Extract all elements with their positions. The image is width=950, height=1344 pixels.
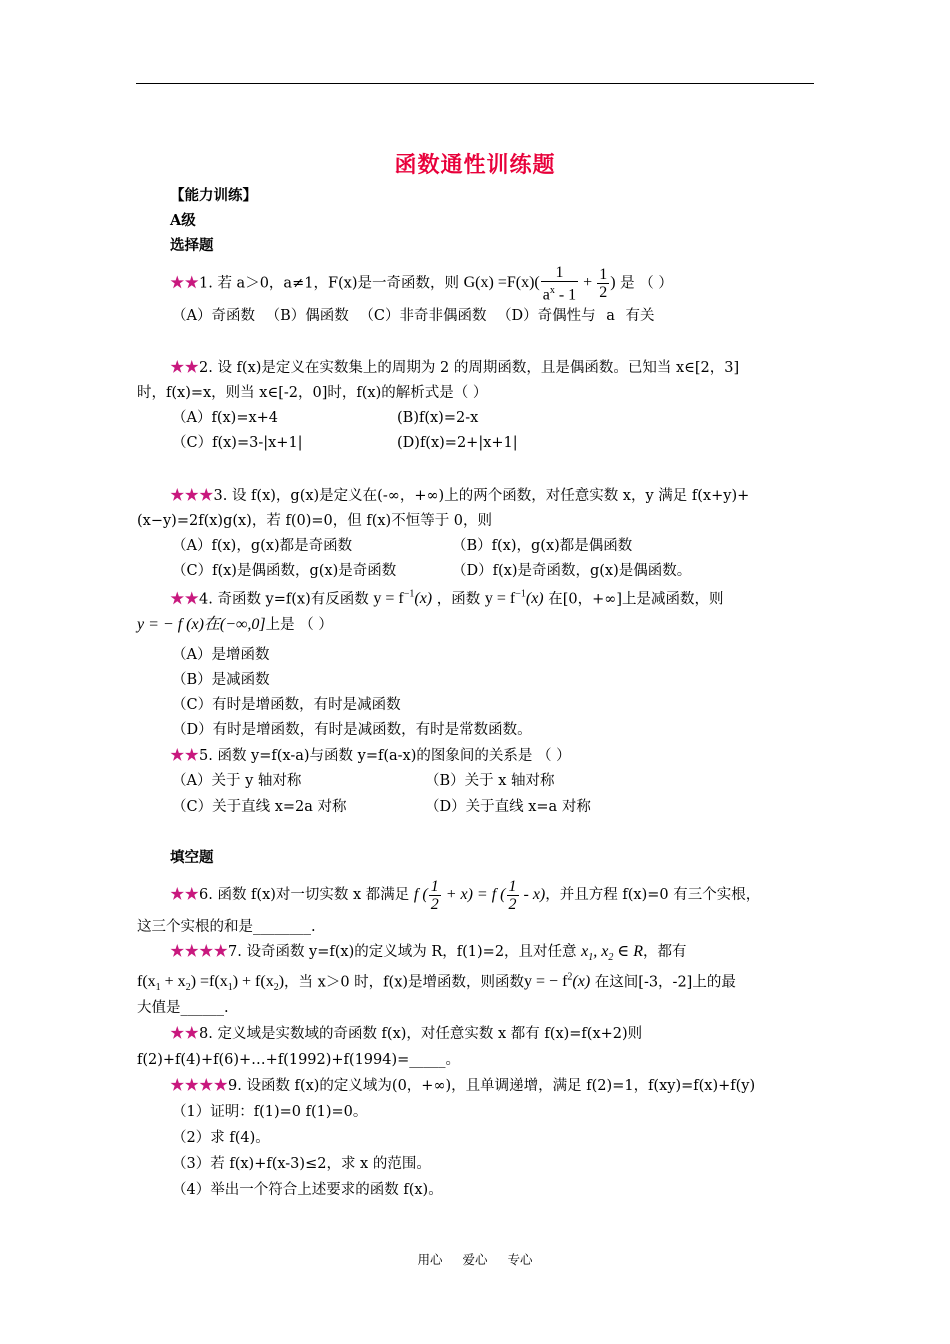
option-a: （A）f(x)，g(x)都是奇函数 [172,538,353,554]
question-2: ★★2. 设 f(x)是定义在实数集上的周期为 2 的周期函数，且是偶函数。已知当 x∈[2，3] [170,360,740,376]
difficulty-stars: ★★ [170,748,199,764]
formula: $y = f^{-1}(x)$ [373,589,433,608]
formula: $y = f^{-1}(x)$ [484,589,544,608]
option-d: (D)f(x)=2+|x+1| [397,435,518,451]
difficulty-stars: ★★ [170,1026,199,1042]
option-d: （D）有时是增函数，有时是减函数，有时是常数函数。 [172,722,532,738]
difficulty-stars: ★★ [170,591,199,608]
difficulty-stars: ★★ [170,275,199,292]
question-7: ★★★★7. 设奇函数 y=f(x)的定义域为 R，f(1)=2，且对任意 $x_1$, $x_2$ ∈ R，都有 [170,943,687,964]
question-6-line2: 这三个实根的和是________. [137,919,316,935]
choice-heading: 选择题 [170,237,214,254]
difficulty-stars: ★★ [170,360,199,376]
option-c: （C）有时是增函数，有时是减函数 [172,697,401,713]
fraction: $\frac{1}{2}$ [508,878,517,913]
fraction: $\frac{1}{2}$ [599,266,608,302]
header-rule [136,83,814,84]
option-c: （C）f(x)是偶函数，g(x)是奇函数 [172,563,397,579]
option-d: （D）关于直线 x=a 对称 [425,799,591,815]
subquestion-2: （2）求 f(4)。 [172,1130,270,1146]
option-b: (B)f(x)=2-x [397,410,479,426]
question-9: ★★★★9. 设函数 f(x)的定义域为(0，+∞)，且单调递增，满足 f(2)=1，f(xy)=f(x)+f(y) [170,1078,756,1094]
question-8: ★★8. 定义域是实数域的奇函数 f(x)，对任意实数 x 都有 f(x)=f(x+2)则 [170,1026,643,1042]
formula: G(x) =F(x)( $\frac{1}{a^x - 1}$ + $\frac{1}{2}$ ) [463,264,616,304]
question-7-line3: 大值是______. [137,1000,229,1016]
option-b: （B）是减函数 [172,672,270,688]
question-7-line2: $f(x_1 + x_2) =f(x_1) + f(x_2)$，当 x＞0 时，f(x)是增函数，则函数y = − $f^2(x)$ 在这间[-3，-2]上的最 [137,972,736,994]
subquestion-1: （1）证明：f(1)=0 f(1)=0。 [172,1104,368,1120]
section-heading: 【能力训练】 [170,187,257,204]
fill-heading: 填空题 [170,849,214,866]
question-4: ★★4. 奇函数 y=f(x)有反函数 $y = f^{-1}(x)$ ，函数 $y = f^{-1}(x)$ 在[0，+∞]上是减函数，则 [170,589,724,608]
footer-text: 用心 [417,1252,443,1267]
option-b: （B）f(x)，g(x)都是偶函数 [452,538,633,554]
question-5: ★★5. 函数 y=f(x-a)与函数 y=f(a-x)的图象间的关系是 （ ） [170,748,571,764]
question-2-line2: 时，f(x)=x，则当 x∈[-2，0]时，f(x)的解析式是（ ） [137,385,488,401]
option-b: （B）关于 x 轴对称 [425,773,555,789]
formula: y = − f (x)在(−∞,0] [137,616,266,633]
question-text: 1. 若 a＞0，a≠1，F(x)是一奇函数，则 [199,275,459,292]
option-a: （A）是增函数 [172,647,270,663]
question-3: ★★★3. 设 f(x)，g(x)是定义在(-∞，+∞)上的两个函数，对任意实数 x，y 满足 f(x+y)+ [170,488,750,504]
question-3-line2: (x−y)=2f(x)g(x)，若 f(0)=0，但 f(x)不恒等于 0，则 [137,513,493,529]
fraction: $\frac{1}{2}$ [430,878,439,913]
page-title: 函数通性训练题 [394,152,556,178]
question-8-line2: f(2)+f(4)+f(6)+…+f(1992)+f(1994)=_____。 [137,1052,461,1068]
option-a: （A）关于 y 轴对称 [172,773,302,789]
page-footer [0,1250,950,1268]
footer-text: 爱心 [462,1252,488,1267]
difficulty-stars: ★★ [170,887,199,904]
option-c: （C）关于直线 x=2a 对称 [172,799,347,815]
footer-text: 专心 [507,1252,533,1267]
question-1-options: （A）奇函数 （B）偶函数 （C）非奇非偶函数 （D）奇偶性与 a 有关 [172,308,655,324]
subquestion-4: （4）举出一个符合上述要求的函数 f(x)。 [172,1182,443,1198]
formula: $f(x_1 + x_2) =f(x_1) + f(x_2)$ [137,973,285,994]
fraction: $\frac{1}{a^x - 1}$ [542,264,577,304]
option-a: （A）f(x)=x+4 [172,410,279,426]
difficulty-stars: ★★★★ [170,944,228,960]
difficulty-stars: ★★★★ [170,1078,228,1094]
level-heading: A级 [170,212,196,229]
option-d: （D）f(x)是奇函数，g(x)是偶函数。 [452,563,692,579]
formula: f ( $\frac{1}{2}$ + x) = f ( $\frac{1}{2}$ - x) [413,878,546,913]
question-6: ★★6. 函数 f(x)对一切实数 x 都满足 f ( $\frac{1}{2}$ + x) = f ( $\frac{1}{2}$ - x)，并且方程 f(x)=0 有三个实根， [170,878,761,913]
subquestion-3: （3）若 f(x)+f(x-3)≤2，求 x 的范围。 [172,1156,431,1172]
question-4-line2: y = − f (x)在(−∞,0]上是 （ ） [137,616,333,633]
difficulty-stars: ★★★ [170,488,214,504]
question-1: ★★1. 若 a＞0，a≠1，F(x)是一奇函数，则 G(x) =F(x)( $\frac{1}{a^x - 1}$ + $\frac{1}{2}$ ) 是 （ ） [170,264,673,304]
option-c: （C）f(x)=3-|x+1| [172,435,303,451]
formula: y = − $f^2(x)$ [524,972,591,991]
formula: $x_1$, $x_2$ ∈ R [581,943,644,964]
